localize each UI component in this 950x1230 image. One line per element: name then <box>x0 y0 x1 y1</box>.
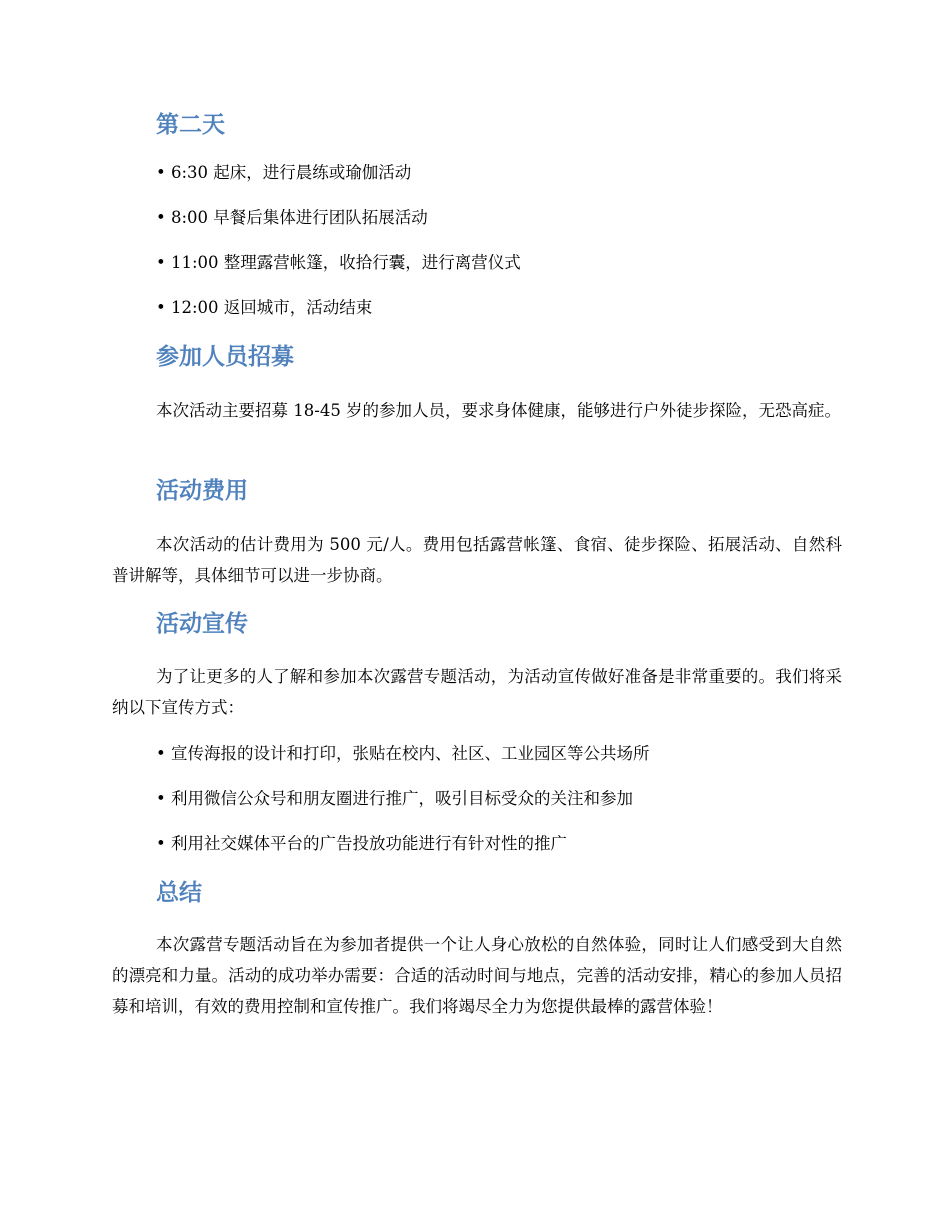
paragraph-cost: 本次活动的估计费用为 500 元/人。费用包括露营帐篷、食宿、徒步探险、拓展活动、自然科普讲解等，具体细节可以进一步协商。 <box>112 535 842 585</box>
list-item: • 8:00 早餐后集体进行团队拓展活动 <box>156 208 428 227</box>
list-item: • 利用微信公众号和朋友圈进行推广，吸引目标受众的关注和参加 <box>156 789 633 808</box>
list-item: • 6:30 起床，进行晨练或瑜伽活动 <box>156 163 412 182</box>
paragraph-recruitment: 本次活动主要招募 18-45 岁的参加人员，要求身体健康，能够进行户外徒步探险，无恐高症。 <box>156 401 842 420</box>
paragraph-summary: 本次露营专题活动旨在为参加者提供一个让人身心放松的自然体验，同时让人们感受到大自然的漂亮和力量。活动的成功举办需要：合适的活动时间与地点，完善的活动安排，精心的参加人员招募和培训，有效的费用控制和宣传推广。我们将竭尽全力为您提供最棒的露营体验！ <box>112 935 842 1016</box>
section-heading-cost: 活动费用 <box>156 478 248 504</box>
list-item: • 宣传海报的设计和打印，张贴在校内、社区、工业园区等公共场所 <box>156 744 650 763</box>
list-item: • 12:00 返回城市，活动结束 <box>156 298 373 317</box>
paragraph-promotion: 为了让更多的人了解和参加本次露营专题活动，为活动宣传做好准备是非常重要的。我们将采纳以下宣传方式： <box>112 667 842 717</box>
section-heading-day-two: 第二天 <box>156 112 225 138</box>
section-heading-promotion: 活动宣传 <box>156 611 248 637</box>
section-heading-recruitment: 参加人员招募 <box>156 344 294 370</box>
section-heading-summary: 总结 <box>156 880 202 906</box>
list-item: • 利用社交媒体平台的广告投放功能进行有针对性的推广 <box>156 834 567 853</box>
list-item: • 11:00 整理露营帐篷，收拾行囊，进行离营仪式 <box>156 253 521 272</box>
